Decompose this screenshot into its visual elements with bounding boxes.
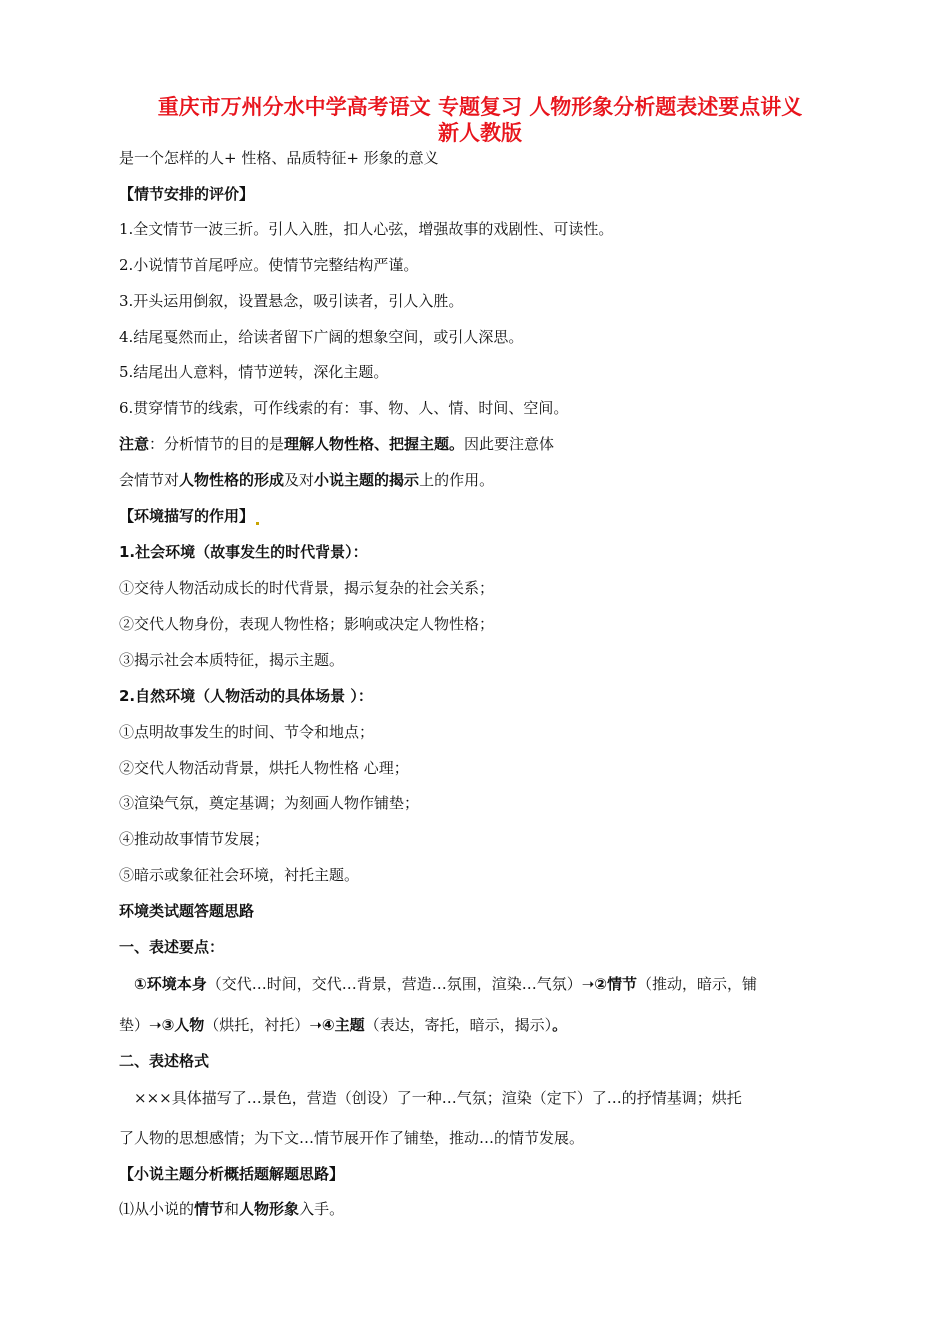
note-bold-1: 理解人物性格、把握主题。 <box>284 435 465 453</box>
plot-item-4: 4.结尾戛然而止，给读者留下广阔的想象空间，或引人深思。 <box>119 328 524 346</box>
point-environment: ①环境本身 <box>134 975 207 993</box>
edit-mark <box>256 522 259 525</box>
format-heading: 二、表述格式 <box>119 1052 210 1070</box>
social-env-item-3: ③揭示社会本质特征，揭示主题。 <box>119 651 345 669</box>
document-title-line-1: 重庆市万州分水中学高考语文 专题复习 人物形象分析题表述要点讲义 <box>157 95 803 119</box>
point-environment-detail: （交代…时间，交代…背景，营造…氛围，渲染…气氛） <box>206 975 582 993</box>
note-bold-3: 小说主题的揭示 <box>314 471 420 489</box>
plot-item-6: 6.贯穿情节的线索，可作线索的有：事、物、人、情、时间、空间。 <box>119 399 569 417</box>
format-line-1: ×××具体描写了…景色，营造（创设）了一种…气氛；渲染（定下）了…的抒情基调；烘托 <box>134 1089 742 1107</box>
note-text-3: 会情节对 <box>119 471 180 489</box>
plot-heading: 【情节安排的评价】 <box>119 185 255 203</box>
plot-note-line-1 <box>119 434 554 454</box>
theme-text-2: 和 <box>224 1200 240 1218</box>
points-heading: 一、表述要点： <box>119 938 225 956</box>
natural-env-item-1: ①点明故事发生的时间、节令和地点； <box>119 723 375 741</box>
plot-item-2: 2.小说情节首尾呼应。使情节完整结构严谨。 <box>119 256 419 274</box>
point-character-detail: （烘托，衬托） <box>204 1016 310 1034</box>
format-line-2: 了人物的思想感情；为下文…情节展开作了铺垫，推动…的情节发展。 <box>119 1129 585 1147</box>
social-env-heading: 1.社会环境（故事发生的时代背景）： <box>119 543 368 561</box>
natural-env-item-4: ④推动故事情节发展； <box>119 830 270 848</box>
point-theme-detail: （表达，寄托，暗示，揭示） <box>364 1016 553 1034</box>
plot-note-line-2 <box>119 470 494 490</box>
theme-heading: 【小说主题分析概括题解题思路】 <box>119 1165 345 1183</box>
points-line-1 <box>134 974 757 994</box>
note-text-2: 因此要注意体 <box>464 435 555 453</box>
points-line-2 <box>119 1015 567 1035</box>
theme-bold-plot: 情节 <box>194 1200 225 1218</box>
social-env-item-2: ②交代人物身份，表现人物性格；影响或决定人物性格； <box>119 615 495 633</box>
intro-line: 是一个怎样的人+ 性格、品质特征+ 形象的意义 <box>119 149 439 167</box>
points-end: 。 <box>552 1016 568 1034</box>
note-bold-2: 人物性格的形成 <box>179 471 285 489</box>
natural-env-item-3: ③渲染气氛，奠定基调；为刻画人物作铺垫； <box>119 794 420 812</box>
theme-text-1: ⑴从小说的 <box>119 1200 195 1218</box>
note-text-1: ：分析情节的目的是 <box>149 435 285 453</box>
theme-bold-character: 人物形象 <box>239 1200 300 1218</box>
natural-env-item-5: ⑤暗示或象征社会环境，衬托主题。 <box>119 866 360 884</box>
document-title-line-2: 新人教版 <box>438 121 522 145</box>
plot-item-3: 3.开头运用倒叙，设置悬念，吸引读者，引人入胜。 <box>119 292 464 310</box>
point-plot: ②情节 <box>594 975 637 993</box>
point-plot-detail-end: 垫） <box>119 1016 150 1034</box>
natural-env-heading: 2.自然环境（人物活动的具体场景 ）： <box>119 687 373 705</box>
theme-item-1 <box>119 1199 344 1219</box>
answer-heading: 环境类试题答题思路 <box>119 902 255 920</box>
note-text-5: 上的作用。 <box>419 471 495 489</box>
arrow-icon: ➝ <box>581 975 595 993</box>
social-env-item-1: ①交待人物活动成长的时代背景，揭示复杂的社会关系； <box>119 579 495 597</box>
point-theme: ④主题 <box>321 1016 365 1034</box>
note-label: 注意 <box>119 435 150 453</box>
plot-item-5: 5.结尾出人意料，情节逆转，深化主题。 <box>119 363 389 381</box>
environment-heading <box>119 506 259 526</box>
plot-item-1: 1.全文情节一波三折。引人入胜，扣人心弦，增强故事的戏剧性、可读性。 <box>119 220 614 238</box>
point-plot-detail: （推动，暗示，铺 <box>637 975 758 993</box>
environment-heading-text: 【环境描写的作用】 <box>119 507 255 525</box>
point-character: ③人物 <box>161 1016 205 1034</box>
note-text-4: 及对 <box>284 471 315 489</box>
theme-text-3: 入手。 <box>299 1200 345 1218</box>
arrow-icon: ➝ <box>149 1016 162 1034</box>
natural-env-item-2: ②交代人物活动背景，烘托人物性格 心理； <box>119 759 409 777</box>
arrow-icon: ➝ <box>309 1016 322 1034</box>
